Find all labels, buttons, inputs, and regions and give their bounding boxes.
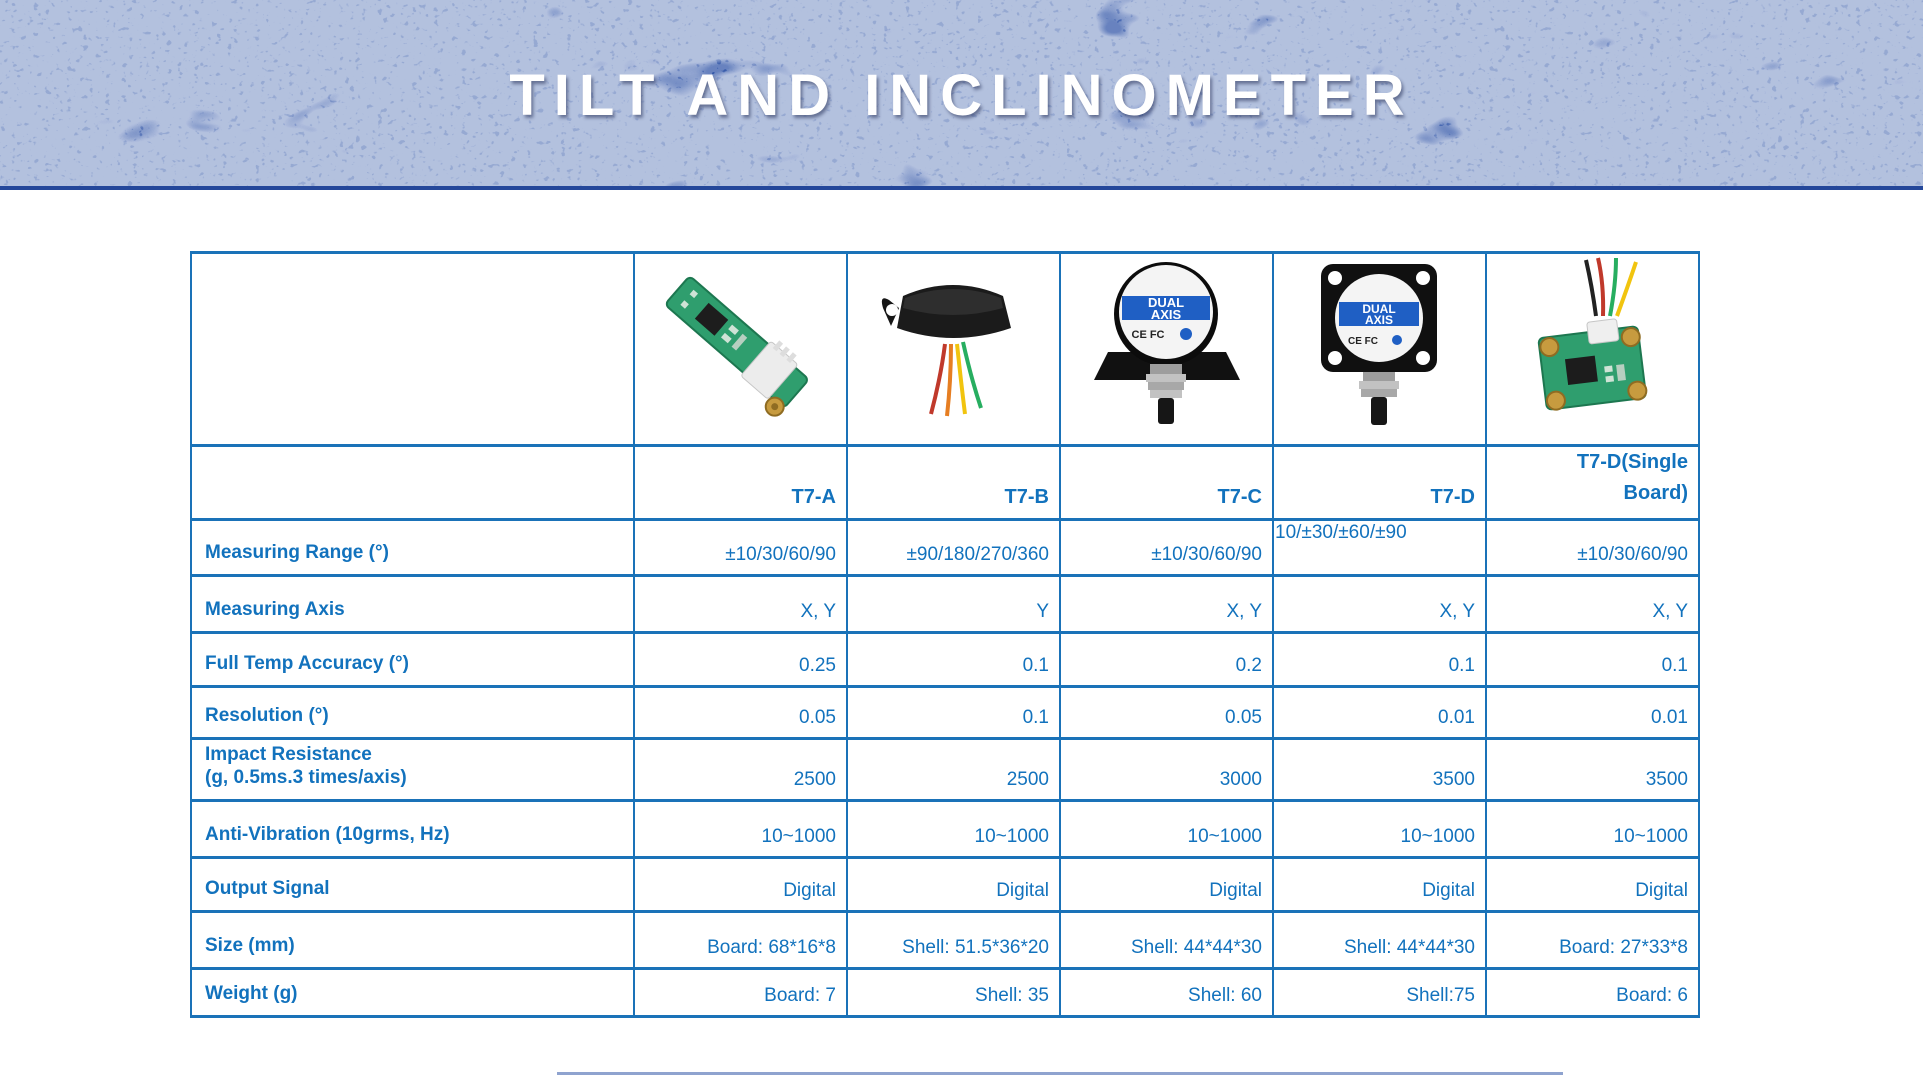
impact-resistance-t7-b: 2500	[847, 739, 1060, 801]
measuring-axis-t7-b: Y	[847, 576, 1060, 633]
measuring-axis-t7-d: X, Y	[1273, 576, 1486, 633]
full-temp-accuracy-t7-a: 0.25	[634, 633, 847, 687]
size-t7-d-single-board: Board: 27*33*8	[1486, 912, 1699, 969]
svg-text:AXIS: AXIS	[1364, 313, 1394, 327]
empty-corner-cell	[191, 253, 634, 446]
weight-t7-c: Shell: 60	[1060, 969, 1273, 1017]
measuring-range-t7-c: ±10/30/60/90	[1060, 520, 1273, 576]
resolution-t7-a: 0.05	[634, 687, 847, 739]
product-name-t7-c: T7-C	[1060, 446, 1273, 520]
weight-t7-d: Shell:75	[1273, 969, 1486, 1017]
page-title: TILT AND INCLINOMETER	[509, 62, 1414, 128]
product-name-t7-b: T7-B	[847, 446, 1060, 520]
t7-d-product-image	[1273, 253, 1486, 446]
impact-resistance-t7-c: 3000	[1060, 739, 1273, 801]
t7-a-product-image	[634, 253, 847, 446]
output-signal-t7-b: Digital	[847, 858, 1060, 912]
impact-resistance-t7-d-single-board: 3500	[1486, 739, 1699, 801]
bottom-edge-divider	[557, 1072, 1563, 1075]
svg-text:AXIS: AXIS	[1150, 307, 1182, 322]
row-label-weight: Weight (g)	[191, 969, 634, 1017]
anti-vibration-t7-d-single-board: 10~1000	[1486, 801, 1699, 858]
product-spec-table	[190, 251, 1700, 1018]
full-temp-accuracy-t7-b: 0.1	[847, 633, 1060, 687]
measuring-range-t7-a: ±10/30/60/90	[634, 520, 847, 576]
t7-d-single-board-photo-icon	[1500, 256, 1685, 442]
t7-c-dual-axis-photo-icon	[1074, 256, 1259, 442]
measuring-axis-t7-d-single-board: X, Y	[1486, 576, 1699, 633]
t7-c-product-image	[1060, 253, 1273, 446]
full-temp-accuracy-t7-d: 0.1	[1273, 633, 1486, 687]
size-t7-d: Shell: 44*44*30	[1273, 912, 1486, 969]
full-temp-accuracy-t7-d-single-board: 0.1	[1486, 633, 1699, 687]
impact-resistance-t7-d: 3500	[1273, 739, 1486, 801]
row-label-output-signal: Output Signal	[191, 858, 634, 912]
product-name-t7-d-single-board: T7-D(Single Board)	[1486, 446, 1699, 520]
product-name-t7-a: T7-A	[634, 446, 847, 520]
impact-resistance-t7-a: 2500	[634, 739, 847, 801]
weight-t7-b: Shell: 35	[847, 969, 1060, 1017]
resolution-t7-c: 0.05	[1060, 687, 1273, 739]
product-name-t7-d: T7-D	[1273, 446, 1486, 520]
output-signal-t7-c: Digital	[1060, 858, 1273, 912]
anti-vibration-t7-a: 10~1000	[634, 801, 847, 858]
row-label-size: Size (mm)	[191, 912, 634, 969]
measuring-range-t7-b: ±90/180/270/360	[847, 520, 1060, 576]
resolution-t7-d-single-board: 0.01	[1486, 687, 1699, 739]
measuring-range-t7-d-single-board: ±10/30/60/90	[1486, 520, 1699, 576]
row-label-resolution: Resolution (°)	[191, 687, 634, 739]
row-label-measuring-range: Measuring Range (°)	[191, 520, 634, 576]
svg-text:DUAL: DUAL	[1362, 302, 1396, 316]
resolution-t7-b: 0.1	[847, 687, 1060, 739]
weight-t7-d-single-board: Board: 6	[1486, 969, 1699, 1017]
measuring-axis-t7-c: X, Y	[1060, 576, 1273, 633]
size-t7-c: Shell: 44*44*30	[1060, 912, 1273, 969]
output-signal-t7-a: Digital	[634, 858, 847, 912]
output-signal-t7-d-single-board: Digital	[1486, 858, 1699, 912]
t7-b-shell-photo-icon	[861, 256, 1046, 442]
anti-vibration-t7-d: 10~1000	[1273, 801, 1486, 858]
size-t7-b: Shell: 51.5*36*20	[847, 912, 1060, 969]
row-label-anti-vibration: Anti-Vibration (10grms, Hz)	[191, 801, 634, 858]
full-temp-accuracy-t7-c: 0.2	[1060, 633, 1273, 687]
weight-t7-a: Board: 7	[634, 969, 847, 1017]
svg-text:DUAL: DUAL	[1147, 295, 1185, 310]
row-label-impact-resistance: Impact Resistance (g, 0.5ms.3 times/axis)	[191, 739, 634, 801]
resolution-t7-d: 0.01	[1273, 687, 1486, 739]
t7-d-dual-axis-photo-icon	[1287, 256, 1472, 442]
size-t7-a: Board: 68*16*8	[634, 912, 847, 969]
names-row-label-cell	[191, 446, 634, 520]
anti-vibration-t7-c: 10~1000	[1060, 801, 1273, 858]
svg-text:CE FC: CE FC	[1348, 336, 1378, 347]
row-label-full-temp-accuracy: Full Temp Accuracy (°)	[191, 633, 634, 687]
measuring-axis-t7-a: X, Y	[634, 576, 847, 633]
svg-text:CE FC: CE FC	[1131, 329, 1165, 341]
output-signal-t7-d: Digital	[1273, 858, 1486, 912]
row-label-measuring-axis: Measuring Axis	[191, 576, 634, 633]
t7-b-product-image	[847, 253, 1060, 446]
t7-d-single-board-product-image	[1486, 253, 1699, 446]
header-banner	[0, 0, 1923, 190]
measuring-range-t7-d: 10/±30/±60/±90	[1273, 520, 1486, 576]
t7-a-board-photo-icon	[648, 256, 833, 442]
anti-vibration-t7-b: 10~1000	[847, 801, 1060, 858]
